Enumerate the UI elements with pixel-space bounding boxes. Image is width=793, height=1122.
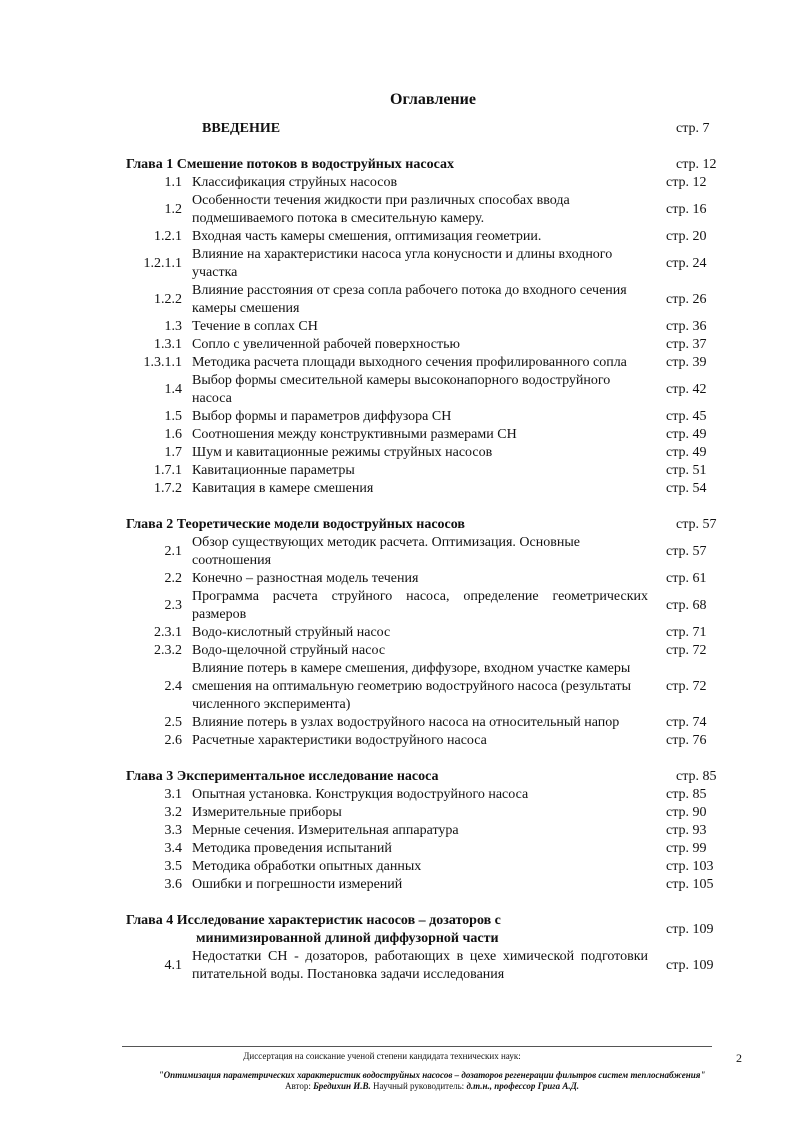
entry-text: Течение в соплах СН — [192, 319, 318, 334]
entry-text: Кавитация в камере смешения — [192, 481, 374, 496]
toc-entry — [126, 714, 726, 732]
entry-number: 2.4 — [164, 679, 182, 694]
entry-page: стр. 90 — [666, 805, 707, 820]
entry-text: Особенности течения жидкости при различных способах ввода подмешиваемого потока в смесительную камеру. — [192, 193, 570, 226]
entry-text: Измерительные приборы — [192, 805, 342, 820]
author-name: Бредихин И.В. — [313, 1081, 371, 1091]
entry-number: 3.1 — [164, 787, 182, 802]
toc-entry — [126, 228, 726, 246]
chapter-heading — [126, 516, 726, 534]
entry-page: стр. 61 — [666, 571, 707, 586]
entry-number: 1.2.1.1 — [143, 256, 182, 271]
page-number: 2 — [736, 1051, 742, 1065]
entry-text: Обзор существующих методик расчета. Оптимизация. Основные соотношения — [192, 535, 580, 568]
chapter-title: Глава 1 Смешение потоков в водоструйных насосах — [126, 157, 454, 172]
entry-page: стр. 54 — [666, 481, 707, 496]
toc-entry — [126, 948, 726, 984]
entry-page: стр. 26 — [666, 292, 707, 307]
footer-author-line — [122, 1081, 742, 1091]
toc-entry — [126, 408, 726, 426]
toc-entry — [126, 786, 726, 804]
chapter-heading — [126, 768, 726, 786]
chapter-page: стр. 12 — [676, 157, 717, 172]
entry-text: Расчетные характеристики водоструйного насоса — [192, 733, 487, 748]
toc-entry — [126, 426, 726, 444]
entry-text: Влияние потерь в камере смешения, диффузоре, входном участке камеры смешения на оптимальную геометрию водоструйного насоса (результаты численного эксперимента) — [192, 661, 632, 712]
entry-page: стр. 99 — [666, 841, 707, 856]
toc-title: Оглавление — [390, 91, 476, 108]
entry-text: Входная часть камеры смешения, оптимизация геометрии. — [192, 229, 542, 244]
entry-number: 3.5 — [164, 859, 182, 874]
chapters-list — [126, 138, 726, 984]
table-of-contents — [126, 120, 726, 984]
entry-number: 2.6 — [164, 733, 182, 748]
toc-entry — [126, 462, 726, 480]
entry-text: Выбор формы и параметров диффузора СН — [192, 409, 452, 424]
entry-number: 4.1 — [164, 958, 182, 973]
entry-page: стр. 49 — [666, 427, 707, 442]
toc-entry — [126, 444, 726, 462]
entry-page: стр. 57 — [666, 544, 707, 559]
entry-number: 3.3 — [164, 823, 182, 838]
entry-number: 1.5 — [164, 409, 182, 424]
page-footer — [122, 1046, 742, 1091]
chapter-heading — [126, 912, 726, 948]
entry-page: стр. 109 — [666, 958, 714, 973]
toc-entry — [126, 570, 726, 588]
intro-page: стр. 7 — [676, 121, 710, 136]
toc-entry — [126, 534, 726, 570]
chapter-page: стр. 109 — [666, 922, 714, 937]
entry-text: Шум и кавитационные режимы струйных насосов — [192, 445, 493, 460]
entry-page: стр. 71 — [666, 625, 707, 640]
toc-entry — [126, 354, 726, 372]
entry-page: стр. 74 — [666, 715, 707, 730]
author-label: Автор: — [284, 1081, 311, 1091]
entry-text: Влияние на характеристики насоса угла конусности и длины входного участка — [192, 247, 613, 280]
entry-number: 1.6 — [164, 427, 182, 442]
entry-page: стр. 72 — [666, 679, 707, 694]
toc-entry — [126, 588, 726, 624]
entry-page: стр. 76 — [666, 733, 707, 748]
toc-entry — [126, 192, 726, 228]
entry-page: стр. 16 — [666, 202, 707, 217]
entry-number: 1.7 — [164, 445, 182, 460]
chapter-heading — [126, 156, 726, 174]
toc-entry — [126, 624, 726, 642]
toc-entry — [126, 858, 726, 876]
toc-entry — [126, 174, 726, 192]
entry-number: 1.2 — [164, 202, 182, 217]
entry-text: Кавитационные параметры — [192, 463, 355, 478]
entry-number: 1.3.1 — [154, 337, 182, 352]
entry-page: стр. 49 — [666, 445, 707, 460]
chapter-page: стр. 85 — [676, 769, 717, 784]
toc-entry — [126, 642, 726, 660]
chapter-title — [126, 912, 638, 948]
entry-number: 1.2.2 — [154, 292, 182, 307]
entry-page: стр. 12 — [666, 175, 707, 190]
chapter-title: Глава 2 Теоретические модели водоструйных насосов — [126, 517, 465, 532]
entry-text: Мерные сечения. Измерительная аппаратура — [192, 823, 459, 838]
chapter-title-line2: минимизированной длиной диффузорной части — [196, 931, 499, 946]
entry-page: стр. 51 — [666, 463, 707, 478]
entry-text: Методика проведения испытаний — [192, 841, 392, 856]
entry-page: стр. 93 — [666, 823, 707, 838]
toc-entry — [126, 822, 726, 840]
toc-entry — [126, 876, 726, 894]
chapter-page: стр. 57 — [676, 517, 717, 532]
entry-page: стр. 72 — [666, 643, 707, 658]
entry-number: 3.6 — [164, 877, 182, 892]
toc-entry — [126, 480, 726, 498]
entry-number: 1.7.1 — [154, 463, 182, 478]
entry-text: Ошибки и погрешности измерений — [192, 877, 403, 892]
entry-page: стр. 85 — [666, 787, 707, 802]
entry-number: 1.4 — [164, 382, 182, 397]
entry-number: 1.1 — [164, 175, 182, 190]
entry-text: Программа расчета струйного насоса, определение геометрических размеров — [192, 589, 648, 622]
entry-text: Водо-щелочной струйный насос — [192, 643, 386, 658]
entry-page: стр. 20 — [666, 229, 707, 244]
chapter-title-line1: Глава 4 Исследование характеристик насосов – дозаторов с — [126, 913, 501, 928]
toc-entry — [126, 246, 726, 282]
entry-page: стр. 103 — [666, 859, 714, 874]
entry-number: 2.3.1 — [154, 625, 182, 640]
entry-page: стр. 45 — [666, 409, 707, 424]
toc-entry — [126, 282, 726, 318]
entry-text: Влияние потерь в узлах водоструйного насоса на относительный напор — [192, 715, 620, 730]
toc-entry — [126, 840, 726, 858]
advisor-name: д.т.н., профессор Грига А.Д. — [466, 1081, 580, 1091]
entry-page: стр. 39 — [666, 355, 707, 370]
entry-number: 2.1 — [164, 544, 182, 559]
footer-rule — [122, 1046, 712, 1047]
entry-number: 2.2 — [164, 571, 182, 586]
chapter-title: Глава 3 Экспериментальное исследование насоса — [126, 769, 439, 784]
entry-page: стр. 24 — [666, 256, 707, 271]
intro-label: ВВЕДЕНИЕ — [202, 121, 281, 136]
entry-number: 2.5 — [164, 715, 182, 730]
advisor-label: Научный руководитель: — [373, 1081, 465, 1091]
toc-entry — [126, 318, 726, 336]
entry-page: стр. 68 — [666, 598, 707, 613]
footer-title: "Оптимизация параметрических характеристик водоструйных насосов – дозаторов регенерации фильтров систем теплоснабжения" — [158, 1070, 706, 1080]
toc-entry — [126, 336, 726, 354]
toc-entry — [126, 804, 726, 822]
entry-page: стр. 42 — [666, 382, 707, 397]
entry-number: 3.2 — [164, 805, 182, 820]
entry-text: Методика расчета площади выходного сечения профилированного сопла — [192, 355, 627, 370]
toc-intro — [126, 120, 726, 138]
footer-dissertation: Диссертация на соискание ученой степени кандидата технических наук: — [243, 1051, 521, 1061]
entry-text: Выбор формы смесительной камеры высоконапорного водоструйного насоса — [192, 373, 611, 406]
entry-number: 1.3 — [164, 319, 182, 334]
entry-text: Соотношения между конструктивными размерами СН — [192, 427, 517, 442]
entry-text: Опытная установка. Конструкция водоструйного насоса — [192, 787, 529, 802]
entry-number: 2.3.2 — [154, 643, 182, 658]
entry-text: Конечно – разностная модель течения — [192, 571, 419, 586]
entry-text: Влияние расстояния от среза сопла рабочего потока до входного сечения камеры смешения — [192, 283, 627, 316]
entry-number: 2.3 — [164, 598, 182, 613]
entry-page: стр. 37 — [666, 337, 707, 352]
entry-number: 1.7.2 — [154, 481, 182, 496]
entry-text: Классификация струйных насосов — [192, 175, 398, 190]
entry-number: 3.4 — [164, 841, 182, 856]
entry-page: стр. 105 — [666, 877, 714, 892]
toc-entry — [126, 372, 726, 408]
entry-number: 1.2.1 — [154, 229, 182, 244]
entry-text: Методика обработки опытных данных — [192, 859, 422, 874]
toc-entry — [126, 660, 726, 714]
entry-number: 1.3.1.1 — [143, 355, 182, 370]
entry-text: Сопло с увеличенной рабочей поверхностью — [192, 337, 460, 352]
entry-text: Недостатки СН - дозаторов, работающих в цехе химической подготовки питательной воды. Постановка задачи исследования — [192, 949, 648, 982]
entry-text: Водо-кислотный струйный насос — [192, 625, 391, 640]
entry-page: стр. 36 — [666, 319, 707, 334]
toc-entry — [126, 732, 726, 750]
